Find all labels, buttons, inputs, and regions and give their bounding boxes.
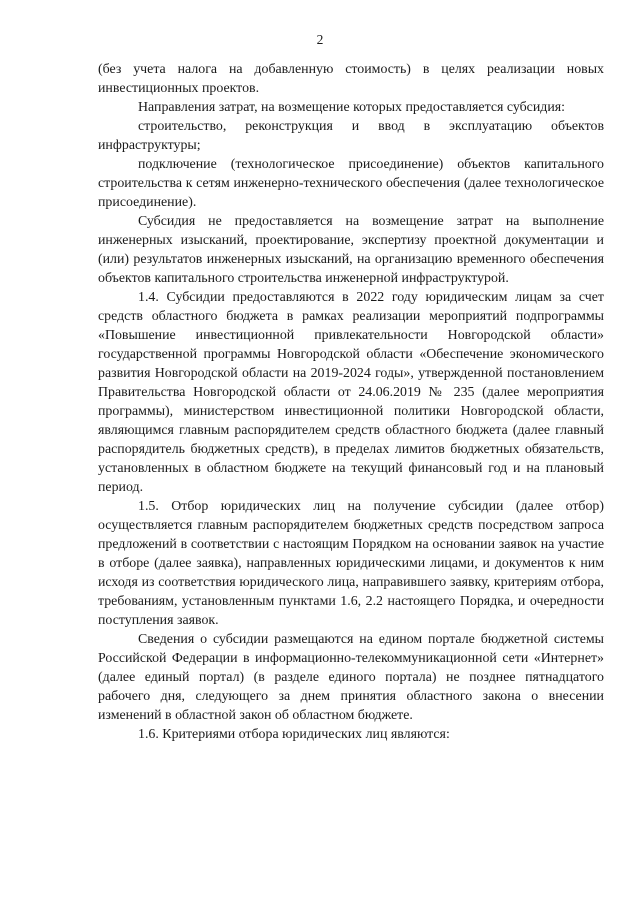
paragraph-continuation: (без учета налога на добавленную стоимость) в целях реализации новых инвестиционных проектов.: [98, 62, 604, 96]
document-body: [98, 60, 604, 744]
paragraph-portal-info: Сведения о субсидии размещаются на едином портале бюджетной системы Российской Федерации в информационно-телекоммуникационной сети «Интернет» (далее единый портал) (в разделе единого портала) не позднее пятнадцатого рабочего дня, следующего за днем принятия областного закона о внесении изменений в областной закон об областном бюджете.: [98, 632, 604, 723]
paragraph-cost-directions: Направления затрат, на возмещение которых предоставляется субсидия:: [138, 100, 566, 115]
page-number: 2: [316, 32, 324, 47]
paragraph-connection: подключение (технологическое присоединение) объектов капитального строительства к сетям инженерно-технического обеспечения (далее технологическое присоединение).: [98, 157, 604, 210]
paragraph-1-6: 1.6. Критериями отбора юридических лиц являются:: [138, 727, 450, 742]
paragraph-1-4: 1.4. Субсидии предоставляются в 2022 году юридическим лицам за счет средств областного бюджета в рамках реализации мероприятий подпрограммы «Повышение инвестиционной привлекательности Новгородской области» государственной программы Новгородской области «Обеспечение экономического развития Новгородской области на 2019-2024 годы», утвержденной постановлением Правительства Новгородской области от 24.06.2019 № 235 (далее мероприятия программы), министерством инвестиционной политики Новгородской области, являющимся главным распорядителем средств областного бюджета (далее главный распорядитель бюджетных средств), в пределах лимитов бюджетных обязательств, установленных в областном бюджете на текущий финансовый год и на плановый период.: [98, 290, 604, 495]
paragraph-1-5: 1.5. Отбор юридических лиц на получение субсидии (далее отбор) осуществляется главным распорядителем бюджетных средств посредством запроса предложений в соответствии с настоящим Порядком на основании заявок на участие в отборе (далее заявка), направленных юридическими лицами, и документов к ним исходя из соответствия юридического лица, направившего заявку, критериям отбора, требованиям, установленным пунктами 1.6, 2.2 настоящего Порядка, и очередности поступления заявок.: [98, 499, 604, 628]
paragraph-construction: строительство, реконструкция и ввод в эксплуатацию объектов инфраструктуры;: [98, 119, 604, 153]
paragraph-exclusions: Субсидия не предоставляется на возмещение затрат на выполнение инженерных изысканий, проектирование, экспертизу проектной документации и (или) результатов инженерных изысканий, на организацию временного обеспечения объектов капитального строительства инженерной инфраструктурой.: [98, 214, 604, 286]
